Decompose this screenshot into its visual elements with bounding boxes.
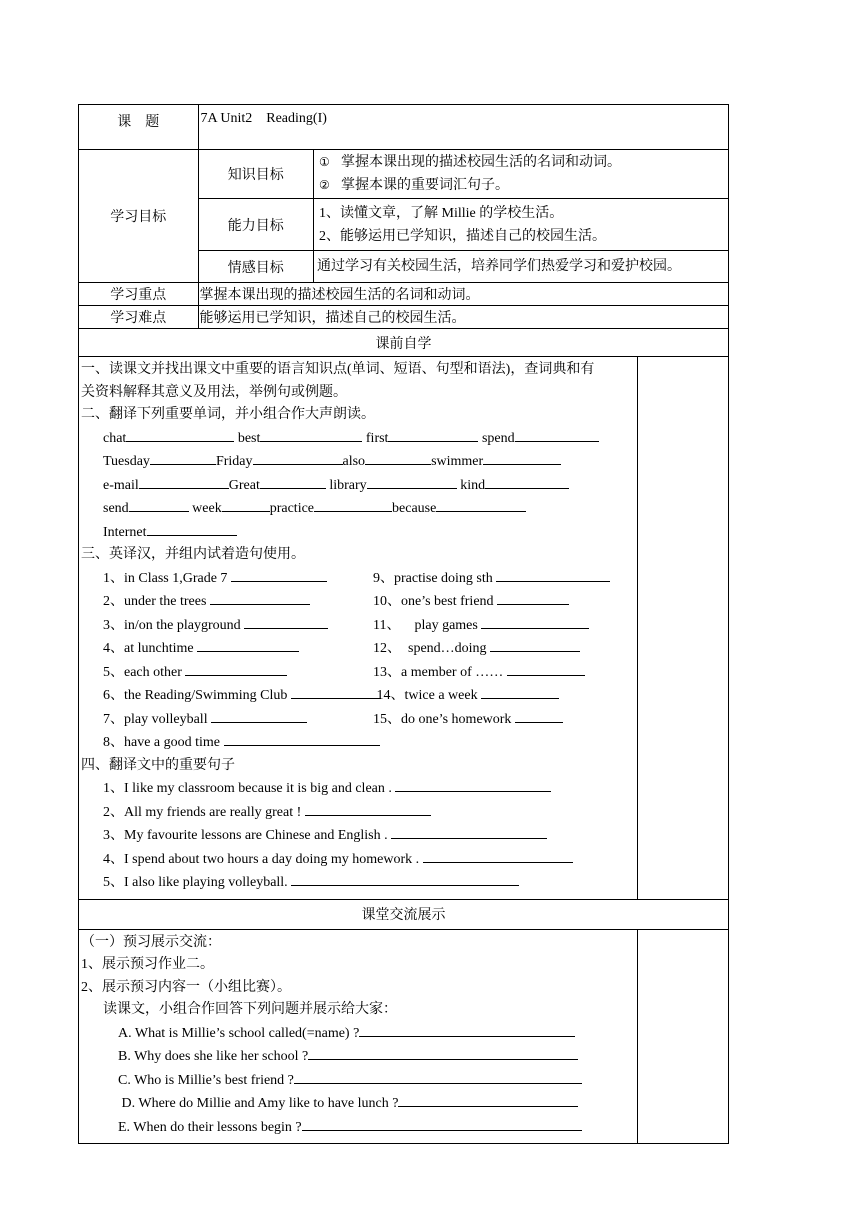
item-text: Great bbox=[228, 477, 260, 493]
objectives-label: 学习目标 bbox=[79, 150, 199, 283]
classroom-intro-line: 2、展示预习内容一（小组比赛）。 bbox=[81, 979, 291, 995]
item-text: B. Why does she like her school ? bbox=[118, 1049, 309, 1064]
answer-blank[interactable] bbox=[253, 450, 343, 465]
item-text: week bbox=[188, 501, 222, 516]
answer-blank[interactable] bbox=[314, 497, 392, 512]
item-text: E. When do their lessons begin ? bbox=[118, 1119, 302, 1135]
item-text: chat bbox=[103, 430, 127, 446]
sentence-item bbox=[81, 777, 635, 801]
classroom-instruction: 读课文，小组合作回答下列问题并展示给大家： bbox=[103, 1002, 397, 1017]
phrase-row bbox=[81, 567, 635, 591]
answer-blank[interactable] bbox=[423, 848, 573, 863]
difficulty-text: 能够运用已学知识，描述自己的校园生活。 bbox=[198, 306, 728, 329]
part4-title: 四、翻译文中的重要句子 bbox=[81, 757, 235, 773]
answer-blank[interactable] bbox=[305, 801, 431, 816]
preview-notes-column bbox=[637, 357, 728, 900]
answer-blank[interactable] bbox=[231, 567, 327, 582]
phrase-row bbox=[81, 614, 635, 638]
item-text: swimmer bbox=[431, 454, 484, 469]
item-text: 9、practise doing sth bbox=[373, 570, 497, 586]
answer-blank[interactable] bbox=[197, 637, 299, 652]
answer-blank[interactable] bbox=[483, 450, 561, 465]
item-text: 2、All my friends are really great ! bbox=[103, 804, 305, 820]
item-text: 6、the Reading/Swimming Club bbox=[103, 688, 291, 703]
item-text: 3、in/on the playground bbox=[103, 617, 245, 633]
item-text: first bbox=[362, 430, 389, 446]
answer-blank[interactable] bbox=[515, 708, 563, 723]
answer-blank[interactable] bbox=[291, 871, 519, 886]
answer-blank[interactable] bbox=[150, 450, 216, 465]
question-list bbox=[81, 1022, 635, 1140]
lesson-plan-table bbox=[78, 104, 729, 1144]
answer-blank[interactable] bbox=[481, 684, 559, 699]
item-text: 12、 spend…doing bbox=[373, 641, 491, 656]
item-text: also bbox=[342, 454, 366, 469]
word-list bbox=[81, 427, 635, 545]
answer-blank[interactable] bbox=[185, 661, 287, 676]
ability-item: 2、能够运用已学知识，描述自己的校园生活。 bbox=[319, 228, 607, 244]
classroom-intro-line: （一）预习展示交流： bbox=[81, 934, 221, 950]
question-item bbox=[81, 1092, 635, 1116]
item-text: library bbox=[325, 477, 367, 493]
answer-blank[interactable] bbox=[365, 450, 431, 465]
item-text: 10、one’s best friend bbox=[373, 594, 498, 609]
preview-title-row bbox=[79, 329, 729, 357]
phrase-row bbox=[81, 590, 635, 614]
knowledge-item: ① 掌握本课出现的描述校园生活的名词和动词。 bbox=[319, 155, 622, 170]
phrase-item bbox=[373, 567, 610, 591]
sentence-item bbox=[81, 801, 635, 825]
preview-title: 课前自学 bbox=[79, 329, 729, 357]
key-point-text: 掌握本课出现的描述校园生活的名词和动词。 bbox=[198, 283, 728, 306]
phrase-item bbox=[103, 567, 373, 591]
answer-blank[interactable] bbox=[260, 427, 362, 442]
phrase-row bbox=[81, 684, 635, 708]
sentence-list bbox=[81, 777, 635, 895]
knowledge-label: 知识目标 bbox=[198, 150, 314, 199]
answer-blank[interactable] bbox=[398, 1092, 578, 1107]
classroom-content-row bbox=[79, 929, 729, 1144]
knowledge-item: ② 掌握本课的重要词汇句子。 bbox=[319, 178, 510, 193]
word-row bbox=[81, 474, 635, 498]
item-text: Internet bbox=[103, 524, 147, 540]
item-text: practice bbox=[269, 501, 315, 516]
knowledge-items bbox=[314, 150, 729, 199]
answer-blank[interactable] bbox=[139, 474, 229, 489]
item-text: 1、in Class 1,Grade 7 bbox=[103, 570, 231, 586]
item-text: Friday bbox=[215, 454, 253, 469]
answer-blank[interactable] bbox=[222, 497, 270, 512]
difficulty-label: 学习难点 bbox=[79, 306, 199, 329]
item-text: send bbox=[103, 501, 129, 516]
answer-blank[interactable] bbox=[302, 1116, 582, 1131]
answer-blank[interactable] bbox=[497, 590, 569, 605]
phrase-item bbox=[373, 590, 569, 614]
ability-item: 1、读懂文章，了解 Millie 的学校生活。 bbox=[319, 205, 564, 221]
answer-blank[interactable] bbox=[211, 708, 307, 723]
item-text: kind bbox=[456, 477, 486, 493]
question-item bbox=[81, 1022, 635, 1046]
emotion-text: 通过学习有关校园生活，培养同学们热爱学习和爱护校园。 bbox=[314, 251, 729, 283]
item-text: 5、I also like playing volleyball. bbox=[103, 875, 292, 890]
answer-blank[interactable] bbox=[224, 731, 380, 746]
lesson-plan-sheet bbox=[78, 104, 729, 1144]
item-text: 5、each other bbox=[103, 664, 186, 680]
item-text: 7、play volleyball bbox=[103, 711, 212, 727]
sentence-item bbox=[81, 871, 635, 895]
knowledge-row bbox=[79, 150, 729, 199]
phrase-item bbox=[373, 637, 580, 661]
key-point-label: 学习重点 bbox=[79, 283, 199, 306]
phrase-item bbox=[103, 614, 373, 638]
answer-blank[interactable] bbox=[147, 521, 237, 536]
phrase-list bbox=[81, 567, 635, 732]
topic-row bbox=[79, 105, 729, 150]
item-text: Tuesday bbox=[103, 454, 150, 469]
word-row bbox=[81, 497, 635, 521]
phrase-item bbox=[373, 708, 563, 732]
answer-blank[interactable] bbox=[367, 474, 457, 489]
phrase-item bbox=[103, 684, 373, 708]
preview-content-row bbox=[79, 357, 729, 900]
phrase-row bbox=[81, 637, 635, 661]
item-text: e-mail bbox=[103, 477, 139, 493]
item-text: A. What is Millie’s school called(=name) ? bbox=[118, 1025, 360, 1041]
part1-line: 一、读课文并找出课文中重要的语言知识点(单词、短语、句型和语法)，查词典和有 bbox=[81, 362, 595, 377]
classroom-title: 课堂交流展示 bbox=[79, 899, 729, 929]
answer-blank[interactable] bbox=[485, 474, 569, 489]
item-text: C. Who is Millie’s best friend ? bbox=[118, 1072, 294, 1088]
phrase-item bbox=[103, 661, 373, 685]
answer-blank[interactable] bbox=[129, 497, 189, 512]
item-text: 13、a member of …… bbox=[373, 664, 507, 680]
sentence-item bbox=[81, 824, 635, 848]
answer-blank[interactable] bbox=[388, 427, 478, 442]
item-text: 4、I spend about two hours a day doing my homework . bbox=[103, 851, 423, 867]
classroom-intro-line: 1、展示预习作业二。 bbox=[81, 957, 214, 972]
item-text: 11、 play games bbox=[373, 617, 482, 633]
phrase-item bbox=[373, 684, 559, 708]
phrase-row bbox=[81, 708, 635, 732]
phrase-item bbox=[103, 708, 373, 732]
part2-title: 二、翻译下列重要单词，并小组合作大声朗读。 bbox=[81, 407, 375, 422]
part3-title: 三、英译汉，并组内试着造句使用。 bbox=[81, 547, 305, 562]
difficulty-row bbox=[79, 306, 729, 329]
item-text: 1、I like my classroom because it is big and clean . bbox=[103, 781, 396, 796]
emotion-label: 情感目标 bbox=[198, 251, 314, 283]
answer-blank[interactable] bbox=[308, 1045, 578, 1060]
question-item bbox=[81, 1045, 635, 1069]
classroom-notes-column bbox=[637, 929, 728, 1144]
part1-line: 关资料解释其意义及用法，举例句或例题。 bbox=[81, 384, 347, 400]
topic-label: 课 题 bbox=[79, 105, 199, 150]
phrase-item bbox=[103, 590, 373, 614]
word-row bbox=[81, 521, 635, 545]
phrase-row bbox=[81, 661, 635, 685]
word-row bbox=[81, 450, 635, 474]
item-text: because bbox=[392, 501, 437, 516]
answer-blank[interactable] bbox=[481, 614, 589, 629]
item-text: 2、under the trees bbox=[103, 594, 210, 609]
classroom-content bbox=[79, 929, 638, 1144]
item-text: spend bbox=[478, 430, 515, 446]
phrase-item: 8、have a good time bbox=[81, 731, 635, 755]
item-text: 3、My favourite lessons are Chinese and English . bbox=[103, 828, 392, 843]
item-text: best bbox=[234, 430, 261, 446]
ability-items bbox=[314, 199, 729, 251]
item-text: D. Where do Millie and Amy like to have lunch ? bbox=[118, 1096, 399, 1111]
phrase-item bbox=[103, 637, 373, 661]
answer-blank[interactable] bbox=[291, 684, 381, 699]
topic-value: 7A Unit2 Reading(I) bbox=[198, 105, 728, 150]
answer-blank[interactable] bbox=[507, 661, 585, 676]
sentence-item bbox=[81, 848, 635, 872]
answer-blank[interactable] bbox=[515, 427, 599, 442]
classroom-title-row bbox=[79, 899, 729, 929]
phrase-item bbox=[373, 661, 585, 685]
answer-blank[interactable] bbox=[294, 1069, 582, 1084]
answer-blank[interactable] bbox=[395, 777, 551, 792]
answer-blank[interactable] bbox=[490, 637, 580, 652]
answer-blank[interactable] bbox=[359, 1022, 575, 1037]
key-point-row bbox=[79, 283, 729, 306]
item-text: 4、at lunchtime bbox=[103, 641, 198, 656]
question-item bbox=[81, 1116, 635, 1140]
answer-blank[interactable] bbox=[436, 497, 526, 512]
answer-blank[interactable] bbox=[244, 614, 328, 629]
phrase-item bbox=[373, 614, 589, 638]
answer-blank[interactable] bbox=[210, 590, 310, 605]
answer-blank[interactable] bbox=[496, 567, 610, 582]
ability-label: 能力目标 bbox=[198, 199, 314, 251]
question-item bbox=[81, 1069, 635, 1093]
word-row bbox=[81, 427, 635, 451]
item-text: 15、do one’s homework bbox=[373, 711, 515, 727]
item-text: 14、twice a week bbox=[373, 688, 482, 703]
answer-blank[interactable] bbox=[391, 824, 547, 839]
preview-content bbox=[79, 357, 638, 900]
answer-blank[interactable] bbox=[126, 427, 234, 442]
answer-blank[interactable] bbox=[260, 474, 326, 489]
